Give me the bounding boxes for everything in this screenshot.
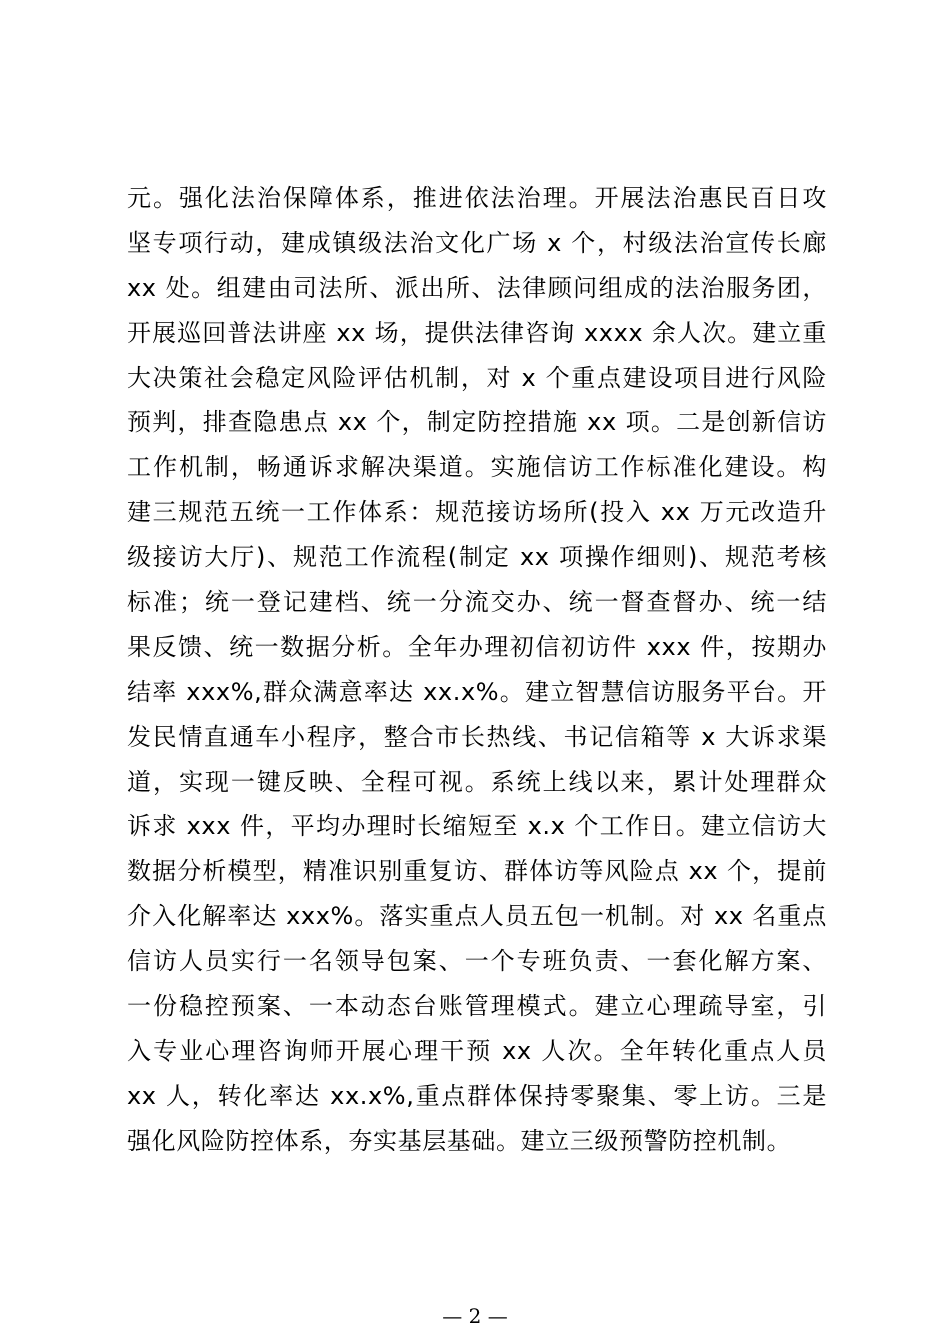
text-line: 诉求 xxx 件，平均办理时长缩短至 x.x 个工作日。建立信访大 [127,812,827,841]
text-line: xx 人，转化率达 xx.x%,重点群体保持零聚集、零上访。三是 [127,1081,827,1110]
text-line: 果反馈、统一数据分析。全年办理初信初访件 xxx 件，按期办 [127,632,827,661]
text-line: xx 处。组建由司法所、派出所、法律顾问组成的法治服务团， [127,273,827,302]
text-line: 标准；统一登记建档、统一分流交办、统一督查督办、统一结 [127,588,827,617]
text-line: 建三规范五统一工作体系：规范接访场所(投入 xx 万元改造升 [127,498,827,527]
text-line: 介入化解率达 xxx%。落实重点人员五包一机制。对 xx 名重点 [127,902,827,931]
text-line: 坚专项行动，建成镇级法治文化广场 x 个，村级法治宣传长廊 [127,228,827,257]
page-number: — 2 — [442,1304,508,1328]
text-line: 开展巡回普法讲座 xx 场，提供法律咨询 xxxx 余人次。建立重 [127,318,827,347]
text-line: 强化风险防控体系，夯实基层基础。建立三级预警防控机制。 [127,1126,792,1155]
text-line: 元。强化法治保障体系，推进依法治理。开展法治惠民百日攻 [127,184,827,212]
text-line: 入专业心理咨询师开展心理干预 xx 人次。全年转化重点人员 [127,1036,827,1065]
text-line: 预判，排查隐患点 xx 个，制定防控措施 xx 项。二是创新信访 [127,408,827,437]
text-line: 级接访大厅)、规范工作流程(制定 xx 项操作细则)、规范考核 [127,543,827,572]
text-line: 大决策社会稳定风险评估机制，对 x 个重点建设项目进行风险 [127,363,827,392]
text-line: 数据分析模型，精准识别重复访、群体访等风险点 xx 个，提前 [127,857,827,886]
text-line: 道，实现一键反映、全程可视。系统上线以来，累计处理群众 [127,767,827,796]
text-line: 信访人员实行一名领导包案、一个专班负责、一套化解方案、 [127,947,827,976]
text-line: 发民情直通车小程序，整合市长热线、书记信箱等 x 大诉求渠 [127,722,827,751]
body-paragraph [127,176,827,1164]
text-line: 结率 xxx%,群众满意率达 xx.x%。建立智慧信访服务平台。开 [127,677,827,706]
text-line: 一份稳控预案、一本动态台账管理模式。建立心理疏导室，引 [127,992,827,1021]
text-line: 工作机制，畅通诉求解决渠道。实施信访工作标准化建设。构 [127,453,827,482]
